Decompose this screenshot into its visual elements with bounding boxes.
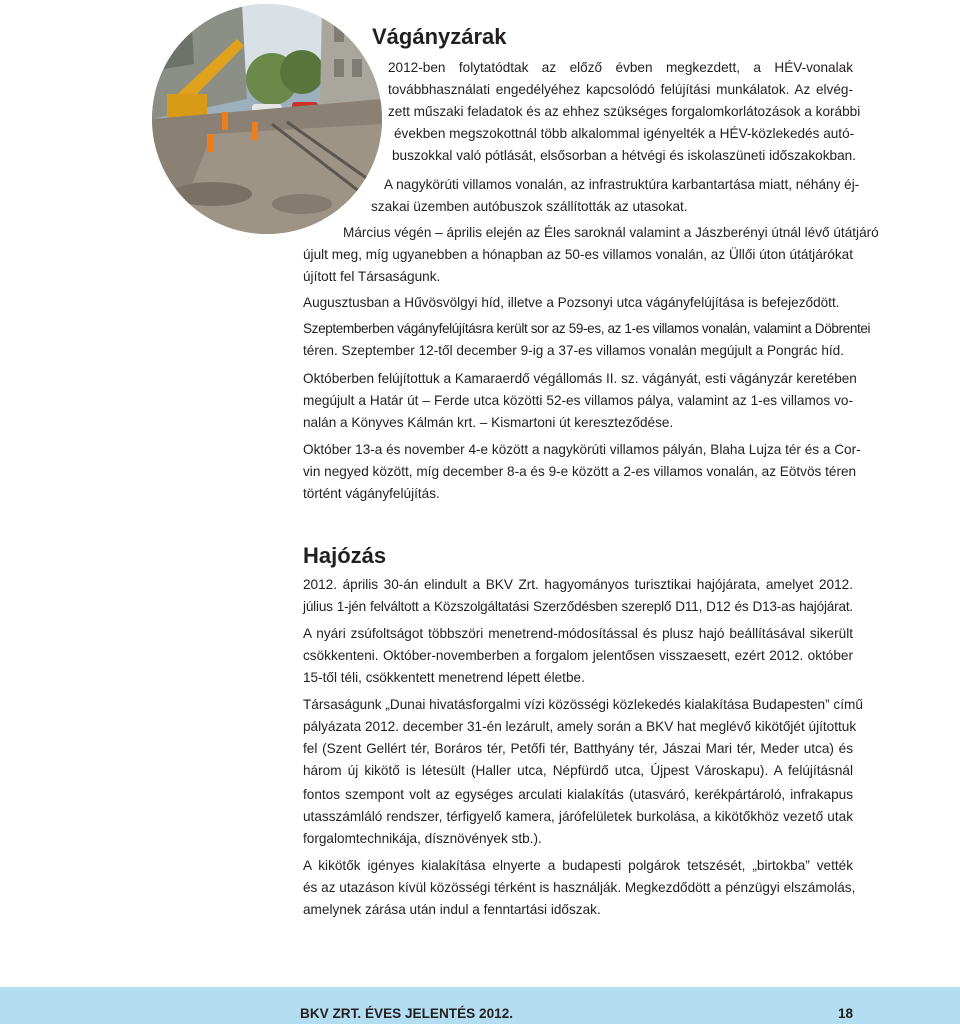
paragraph-line: pályázata 2012. december 31-én lezárult, amely során a BKV hat meglévő kikötőjét újítottuk	[303, 719, 857, 734]
paragraph-line: buszokkal való pótlását, elsősorban a hétvégi és iskolaszüneti időszakokban.	[392, 148, 856, 163]
paragraph-line: Szeptemberben vágányfelújításra került sor az 59-es, az 1-es villamos vonalán, valamint a Döbrentei	[303, 321, 871, 336]
paragraph-line: amelynek zárása után indul a fenntartási időszak.	[303, 902, 601, 917]
paragraph-line: A nyári zsúfoltságot többszöri menetrend-módosítással és plusz hajó beállításával sikerült	[303, 626, 853, 641]
paragraph-line: években megszokottnál több alkalommal igényelték a HÉV-közlekedés autó-	[394, 126, 855, 141]
paragraph-line: csökkenteni. Október-novemberben a forgalom jelentősen visszaesett, ezért 2012. október	[303, 648, 853, 663]
paragraph-line: megújult a Határ út – Ferde utca közötti 52-es villamos pálya, valamint az 1-es villamos vo-	[303, 393, 853, 408]
paragraph-line: fontos szempont volt az egységes arculati kialakítás (utasváró, kerékpártároló, infrakapus	[303, 787, 853, 802]
paragraph-line: nalán a Könyves Kálmán krt. – Kismartoni út kereszteződése.	[303, 415, 674, 430]
paragraph-line: utasszámláló rendszer, térfigyelő kamera, járófelületek burkolása, a kikötőkhöz vezető utak	[303, 809, 853, 824]
page-number: 18	[838, 1006, 854, 1021]
section-title-vagany: Vágányzárak	[372, 24, 507, 49]
paragraph-line: A nagykörúti villamos vonalán, az infrastruktúra karbantartása miatt, néhány éj-	[384, 177, 860, 192]
paragraph-line: Társaságunk „Dunai hivatásforgalmi vízi közösségi közlekedés kialakítása Budapesten” című	[303, 697, 863, 712]
section-title-hajozas: Hajózás	[303, 543, 387, 568]
paragraph-line: vin negyed között, míg december 8-a és 9-e között a 2-es villamos vonalán, az Eötvös téren	[303, 464, 857, 479]
paragraph-line: fel (Szent Gellért tér, Boráros tér, Petőfi tér, Batthyány tér, Jászai Mari tér, Meder utca) és	[303, 741, 853, 756]
paragraph-line: Augusztusban a Hűvösvölgyi híd, illetve a Pozsonyi utca vágányfelújítása is befejeződött.	[303, 295, 840, 310]
paragraph-line: újult meg, míg ugyanebben a hónapban az 50-es villamos vonalán, az Üllői úton útátjárókat	[303, 247, 853, 262]
paragraph-line: 2012. április 30-án elindult a BKV Zrt. hagyományos turisztikai hajójárata, amelyet 2012.	[303, 577, 853, 592]
paragraph-line: július 1-jén felváltott a Közszolgáltatási Szerződésben szereplő D11, D12 és D13-as hajójárat.	[303, 599, 853, 614]
track-renovation-photo	[152, 4, 382, 234]
paragraph-line: A kikötők igényes kialakítása elnyerte a budapesti polgárok tetszését, „birtokba” vették	[303, 858, 853, 873]
paragraph-line: továbbhasználati engedélyéhez kapcsolódó felújítási munkálatok. Az elvég-	[388, 82, 853, 97]
paragraph-line: újított fel Társaságunk.	[303, 269, 441, 284]
paragraph-line: forgalomtechnikája, dísznövények stb.).	[303, 831, 542, 846]
paragraph-line: három új kikötő is létesült (Haller utca, Népfürdő utca, Újpest Városkapu). A felújításnál	[303, 763, 853, 778]
paragraph-line: és az utazáson kívül közösségi térként is használják. Megkezdődött a pénzügyi elszámolás,	[303, 880, 856, 895]
paragraph-line: 15-től téli, csökkentett menetrend lépett életbe.	[303, 670, 585, 685]
paragraph-line: Októberben felújítottuk a Kamaraerdő végállomás II. sz. vágányát, esti vágányzár keretében	[303, 371, 857, 386]
paragraph-line: zett műszaki feladatok és az ehhez szükséges forgalomkorlátozások a korábbi	[388, 104, 861, 119]
paragraph-line: 2012-ben folytatódtak az előző évben megkezdett, a HÉV-vonalak	[388, 60, 853, 75]
paragraph-line: téren. Szeptember 12-től december 9-ig a 37-es villamos vonalán megújult a Pongrác híd.	[303, 343, 845, 358]
paragraph-line: Március végén – április elején az Éles saroknál valamint a Jászberényi útnál lévő útátjáró	[343, 225, 879, 240]
paragraph-line: szakai üzemben autóbuszok szállították az utasokat.	[371, 199, 688, 214]
footer-band	[0, 987, 960, 1024]
footer-title: BKV ZRT. ÉVES JELENTÉS 2012.	[300, 1006, 514, 1021]
paragraph-line: Október 13-a és november 4-e között a nagykörúti villamos pályán, Blaha Lujza tér és a Cor-	[303, 442, 861, 457]
paragraph-line: történt vágányfelújítás.	[303, 486, 440, 501]
